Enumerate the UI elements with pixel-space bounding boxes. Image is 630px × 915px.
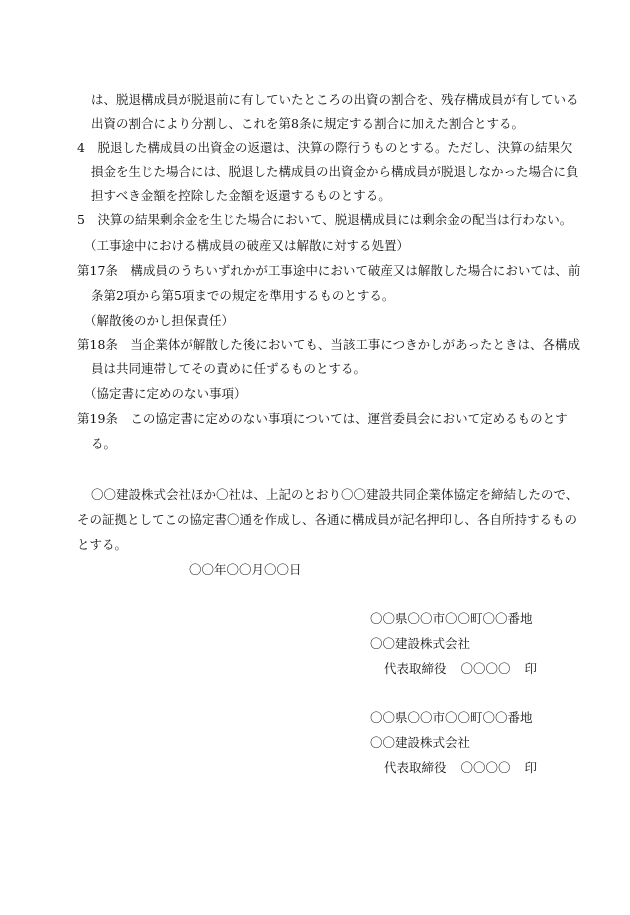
clause-16-continued-line-2: 出資の割合により分割し、これを第8条に規定する割合に加えた割合とする。 — [91, 116, 524, 131]
signatory-2-representative — [384, 760, 537, 776]
signatory-2-name: 〇〇〇〇 — [460, 760, 511, 775]
signatory-1-name: 〇〇〇〇 — [460, 661, 511, 676]
clause-16-para-4-line-2: 損金を生じた場合には、脱退した構成員の出資金から構成員が脱退しなかった場合に負 — [91, 164, 579, 179]
conclusion-line-2: その証拠としてこの協定書〇通を作成し、各通に構成員が記名押印し、各自所持するもの — [77, 512, 578, 527]
signatory-2-title: 代表取締役 — [384, 760, 447, 775]
clause-18-heading: （解散後のかし担保責任） — [84, 313, 235, 328]
clause-19-heading: （協定書に定めのない事項） — [84, 386, 247, 401]
clause-19-line-1: 第19条 この協定書に定めのない事項については、運営委員会において定めるものとす — [77, 411, 568, 426]
signatory-2-address: 〇〇県〇〇市〇〇町〇〇番地 — [370, 710, 533, 725]
clause-16-continued-line-1: は、脱退構成員が脱退前に有していたところの出資の割合を、残存構成員が有している — [91, 92, 579, 107]
clause-16-para-4-line-3: 担すべき金額を控除した金額を返還するものとする。 — [91, 188, 391, 203]
signatory-1-seal: 印 — [524, 661, 538, 676]
clause-16-para-4-line-1: 4 脱退した構成員の出資金の返還は、決算の際行うものとする。ただし、決算の結果欠 — [77, 140, 573, 155]
signatory-1-representative — [384, 661, 537, 677]
clause-16-para-5: 5 決算の結果剰余金を生じた場合において、脱退構成員には剰余金の配当は行わない。 — [77, 212, 573, 227]
conclusion-line-3: とする。 — [77, 537, 128, 552]
signatory-2-company: 〇〇建設株式会社 — [370, 735, 471, 750]
conclusion-line-1: 〇〇建設株式会社ほか〇社は、上記のとおり〇〇建設共同企業体協定を締結したので、 — [91, 487, 579, 502]
clause-17-line-1: 第17条 構成員のうちいずれかが工事途中において破産又は解散した場合においては、前 — [77, 263, 581, 278]
agreement-date: 〇〇年〇〇月〇〇日 — [189, 562, 302, 577]
clause-17-heading: （工事途中における構成員の破産又は解散に対する処置） — [84, 238, 410, 253]
clause-17-line-2: 条第2項から第5項までの規定を準用するものとする。 — [91, 288, 395, 303]
clause-18-line-1: 第18条 当企業体が解散した後においても、当該工事につきかしがあったときは、各構成 — [77, 337, 581, 352]
signatory-2-seal: 印 — [524, 760, 538, 775]
signatory-1-address: 〇〇県〇〇市〇〇町〇〇番地 — [370, 611, 533, 626]
signatory-1-title: 代表取締役 — [384, 661, 447, 676]
clause-19-line-2: る。 — [91, 436, 117, 451]
clause-18-line-2: 員は共同連帯してその責めに任ずるものとする。 — [91, 361, 367, 376]
signatory-1-company: 〇〇建設株式会社 — [370, 636, 471, 651]
